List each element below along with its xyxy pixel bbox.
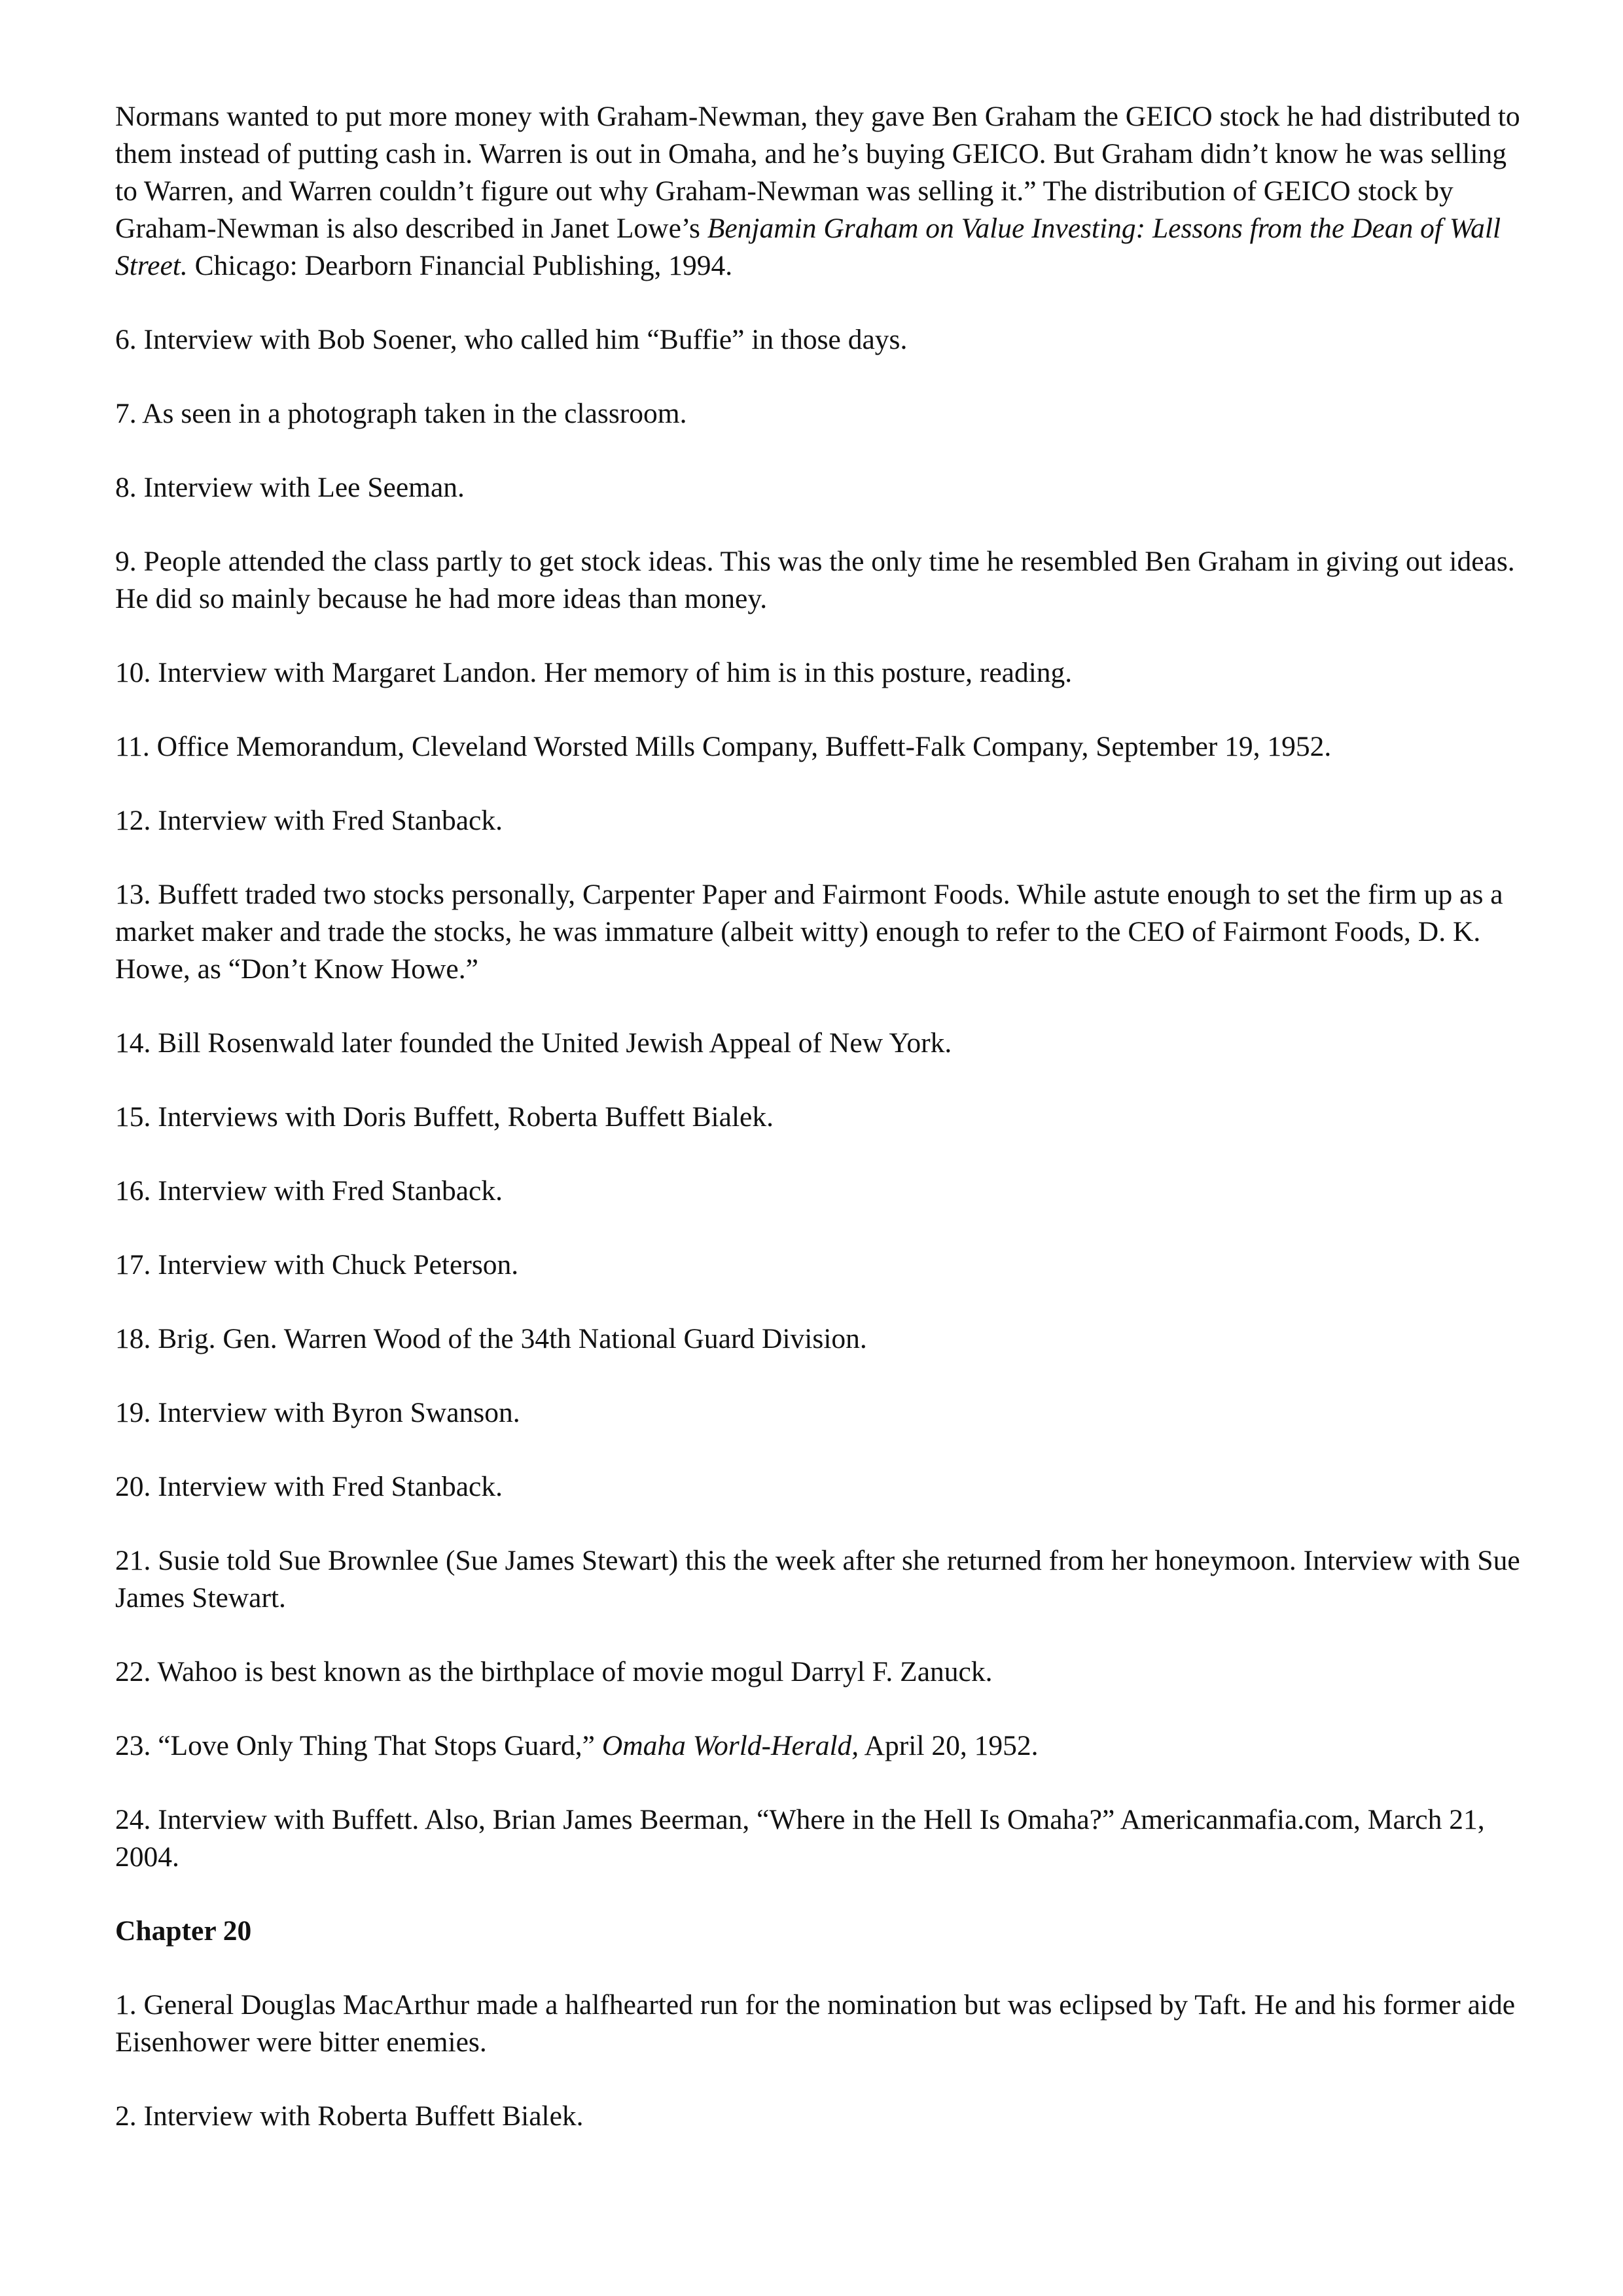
- chapter-heading: Chapter 20: [115, 1915, 252, 1947]
- note-6: 6. Interview with Bob Soener, who called him “Buffie” in those days.: [115, 324, 908, 355]
- note-21: 21. Susie told Sue Brownlee (Sue James Stewart) this the week after she returned from her honeymoon. Interview with Sue James Stewart.: [115, 1545, 1520, 1614]
- note-20: 20. Interview with Fred Stanback.: [115, 1471, 503, 1502]
- note-8: 8. Interview with Lee Seeman.: [115, 472, 465, 503]
- note-23: [115, 1727, 1535, 1765]
- newspaper-title: Omaha World-Herald,: [601, 1730, 859, 1761]
- note-23-text-end: April 20, 1952.: [859, 1730, 1039, 1761]
- chapter-20-note-1: 1. General Douglas MacArthur made a halfhearted run for the nomination but was eclipsed by Taft. He and his former aide Eisenhower were bitter enemies.: [115, 1989, 1516, 2058]
- note-18: 18. Brig. Gen. Warren Wood of the 34th National Guard Division.: [115, 1323, 867, 1354]
- note-14: 14. Bill Rosenwald later founded the United Jewish Appeal of New York.: [115, 1027, 952, 1059]
- continuation-paragraph: [115, 98, 1535, 285]
- continuation-text: Normans wanted to put more money with Graham-Newman, they gave Ben Graham the GEICO stock he had distributed to them instead of putting cash in. Warren is out in Omaha, and he’s buying GEICO. But Graham didn’t know he was selling to Warren, and Warren couldn’t figure out why Graham-Newman was selling it.” The distribution of GEICO stock by Graham-Newman is also described in Janet Lowe’s: [115, 101, 1520, 244]
- note-9: 9. People attended the class partly to get stock ideas. This was the only time he resembled Ben Graham in giving out ideas. He did so mainly because he had more ideas than money.: [115, 546, 1515, 614]
- note-23-text: 23. “Love Only Thing That Stops Guard,”: [115, 1730, 602, 1761]
- note-11: 11. Office Memorandum, Cleveland Worsted Mills Company, Buffett-Falk Company, September 19, 1952.: [115, 731, 1332, 762]
- note-12: 12. Interview with Fred Stanback.: [115, 805, 503, 836]
- book-title: Benjamin Graham on Value Investing: Lessons from the Dean of Wall Street.: [115, 213, 1501, 281]
- note-19: 19. Interview with Byron Swanson.: [115, 1397, 520, 1428]
- notes-page: [115, 98, 1535, 2172]
- note-10: 10. Interview with Margaret Landon. Her memory of him is in this posture, reading.: [115, 657, 1073, 688]
- note-24: 24. Interview with Buffett. Also, Brian James Beerman, “Where in the Hell Is Omaha?” Americanmafia.com, March 21, 2004.: [115, 1804, 1485, 1873]
- note-22: 22. Wahoo is best known as the birthplace of movie mogul Darryl F. Zanuck.: [115, 1656, 993, 1687]
- note-13: 13. Buffett traded two stocks personally, Carpenter Paper and Fairmont Foods. While astute enough to set the firm up as a market maker and trade the stocks, he was immature (albeit witty) enough to refer to the CEO of Fairmont Foods, D. K. Howe, as “Don’t Know Howe.”: [115, 879, 1503, 985]
- note-7: 7. As seen in a photograph taken in the classroom.: [115, 398, 687, 429]
- chapter-20-note-2: 2. Interview with Roberta Buffett Bialek.: [115, 2100, 584, 2132]
- note-17: 17. Interview with Chuck Peterson.: [115, 1249, 519, 1280]
- continuation-text-end: Chicago: Dearborn Financial Publishing, 1994.: [187, 250, 733, 281]
- note-15: 15. Interviews with Doris Buffett, Roberta Buffett Bialek.: [115, 1101, 774, 1133]
- note-16: 16. Interview with Fred Stanback.: [115, 1175, 503, 1207]
